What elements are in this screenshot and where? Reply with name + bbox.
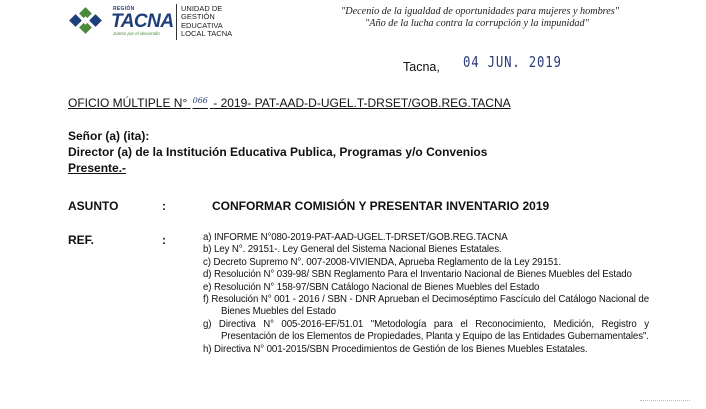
oficio-number: 066 (192, 96, 208, 105)
region-tagline: Juntos por el desarrollo (113, 31, 160, 36)
unit-line-2: GESTIÓN (181, 12, 215, 22)
date-stamp: 04 JUN. 2019 (463, 53, 562, 71)
reference-item: e) Resolución N° 158-97/SBN Catálogo Nacional de Bienes Muebles del Estado (203, 281, 540, 293)
asunto-colon: : (162, 199, 166, 213)
logo-divider (176, 4, 177, 40)
reference-item: b) Ley N°. 29151-. Ley General del Sistema Nacional Bienes Estatales. (203, 244, 502, 256)
asunto-text: CONFORMAR COMISIÓN Y PRESENTAR INVENTARIO 2019 (212, 199, 550, 213)
reference-item: f) Resolución N° 001 - 2016 / SBN - DNR Aprueban el Decimoséptimo Fascículo del Catálogo Nacional de Bienes Muebles del Estado (203, 294, 649, 318)
reference-list (203, 232, 649, 356)
addressee-presente: Presente.- (68, 161, 127, 175)
unit-line-1: UNIDAD DE (181, 4, 223, 13)
year-quote-decade: "Decenio de la igualdad de oportunidades para mujeres y hombres" (341, 6, 620, 17)
reference-item: g) Directiva N° 005-2016-EF/51.01 "Metodología para el Reconocimiento, Medición, Registro y Presentación de los Elementos de Propiedades, Planta y Equipo de las Entidades Gubernamentales". (203, 318, 649, 343)
addressee-salutation: Señor (a) (ita): (68, 129, 150, 143)
ref-label: REF. (68, 233, 95, 247)
unit-line-4: LOCAL TACNA (181, 28, 233, 38)
oficio-suffix: - 2019- PAT-AAD-D-UGEL.T-DRSET/GOB.REG.TACNA (213, 96, 511, 110)
ref-colon: : (162, 233, 166, 247)
reference-item: h) Directiva N° 001-2015/SBN Procedimientos de Gestión de los Bienes Muebles Estatales. (203, 343, 588, 355)
place: Tacna, (403, 60, 440, 74)
region-label: REGIÓN (113, 6, 135, 12)
reference-item: a) INFORME N°080-2019-PAT-AAD-UGEL.T-DRSET/GOB.REG.TACNA (203, 232, 508, 243)
region-name: TACNA (111, 11, 174, 32)
unit-line-3: EDUCATIVA (181, 20, 223, 30)
asunto-label: ASUNTO (68, 199, 119, 213)
year-quote-fight: "Año de la lucha contra la corrupción y la impunidad" (365, 18, 589, 29)
addressee-recipient: Director (a) de la Institución Educativa Publica, Programas y/o Convenios (68, 145, 488, 159)
unit-name (181, 5, 232, 38)
scan-artifact (640, 400, 690, 407)
reference-item: d) Resolución N° 039-98/ SBN Reglamento Para el Inventario Nacional de Bienes Muebles del Estado (203, 269, 632, 281)
oficio-prefix: OFICIO MÚLTIPLE N° (68, 96, 188, 110)
oficio-title (68, 96, 511, 110)
region-logo-icon (68, 6, 104, 36)
reference-item: c) Decreto Supremo N°. 007-2008-VIVIENDA, Aprueba Reglamento de la Ley 29151. (203, 256, 562, 268)
